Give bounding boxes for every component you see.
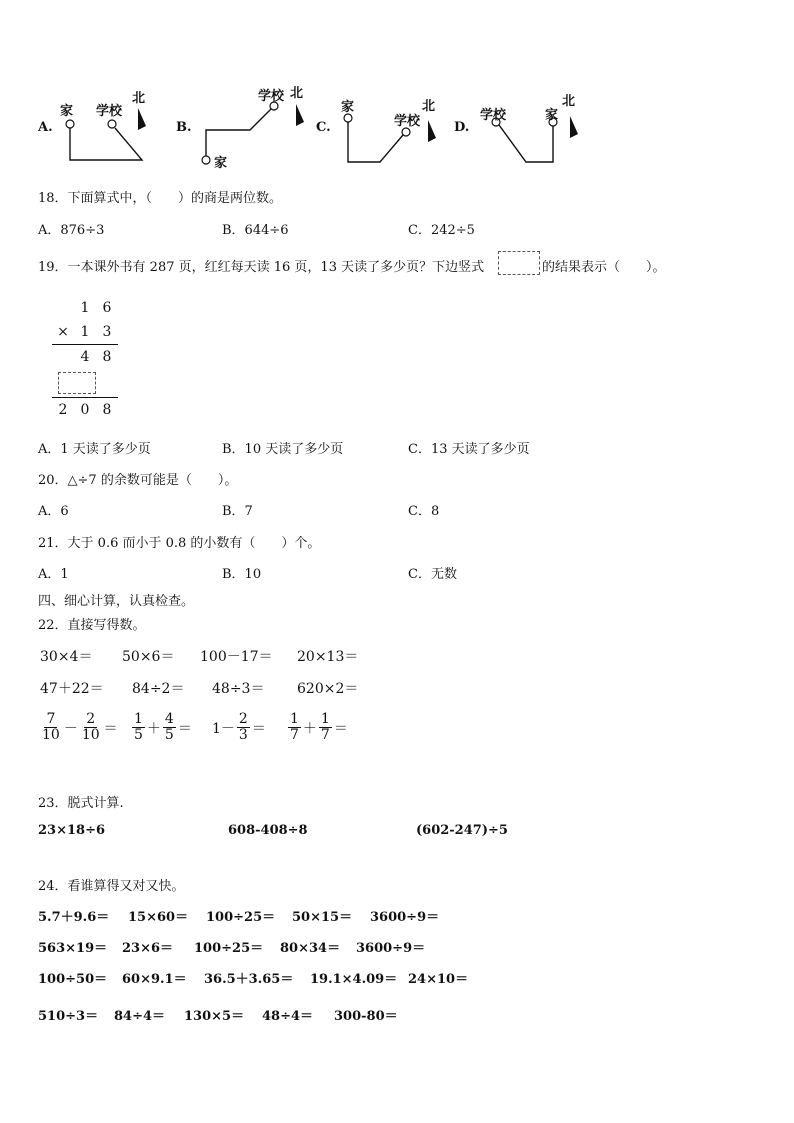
q22-row1-item: 100－17＝ (200, 649, 273, 665)
q24-row3-item: 24×10＝ (408, 972, 469, 987)
q23-stem: 23．脱式计算. (38, 796, 124, 811)
equals: ＝ (251, 720, 266, 737)
q24-row1-item: 3600÷9＝ (370, 910, 440, 925)
vertical-cell: 0 (80, 402, 90, 418)
q17-d-home-label: 家 (545, 108, 559, 123)
denominator: 7 (290, 727, 299, 744)
q19-option-a[interactable]: A．1 天读了多少页 (38, 442, 151, 457)
q18-option-a[interactable]: A．876÷3 (38, 223, 105, 238)
q19-stem-part2: 的结果表示（ ）。 (542, 260, 666, 275)
vertical-row-3 (52, 345, 118, 370)
operator: － (63, 720, 78, 737)
q17-d-home-point (549, 118, 557, 126)
numerator: 7 (46, 711, 56, 727)
q17-option-d-letter: D. (454, 120, 470, 135)
q19-inline-blank-box (498, 251, 540, 275)
vertical-cell: 6 (102, 300, 112, 316)
q22-fraction-expr-3 (212, 712, 266, 744)
q17-d-school-point (492, 118, 500, 126)
numerator: 2 (86, 711, 96, 727)
q17-b-home-label: 家 (214, 156, 228, 171)
q20-stem: 20．△÷7 的余数可能是（ ）。 (38, 473, 238, 488)
denominator: 5 (164, 727, 174, 744)
q22-row1-item: 50×6＝ (122, 649, 175, 665)
q17-b-home-point (202, 156, 210, 164)
denominator: 10 (42, 727, 60, 744)
q17-a-school-point (108, 120, 116, 128)
q24-row1-item: 100÷25＝ (206, 910, 276, 925)
q17-c-home-point (344, 114, 352, 122)
section-4-heading: 四、细心计算，认真检查。 (38, 594, 195, 609)
q22-row1-item: 30×4＝ (40, 649, 93, 665)
q17-d-north-arrow-icon (570, 116, 578, 138)
vertical-cell: × (57, 324, 69, 340)
q22-row2-item: 47＋22＝ (40, 681, 104, 697)
q22-row2-item: 48÷3＝ (212, 681, 265, 697)
q17-c-school-point (402, 128, 410, 136)
vertical-row-5 (52, 398, 118, 423)
q19-vertical-multiplication (52, 296, 118, 422)
vertical-cell: 2 (58, 402, 68, 418)
vertical-cell: 8 (102, 349, 112, 365)
q24-row4-item: 48÷4＝ (262, 1009, 314, 1024)
q19-option-c[interactable]: C．13 天读了多少页 (408, 442, 530, 457)
q17-a-route-line (70, 128, 142, 160)
q23-item-3: (602-247)÷5 (416, 823, 508, 838)
q24-row4-item: 300-80＝ (334, 1009, 398, 1024)
q24-row1-item: 15×60＝ (128, 910, 189, 925)
q17-b-north-label: 北 (290, 86, 304, 101)
q17-c-home-label: 家 (341, 100, 355, 115)
vertical-row-4 (52, 369, 118, 398)
operator: ＋ (146, 720, 161, 737)
q23-item-1: 23×18÷6 (38, 823, 106, 838)
q22-row2-item: 84÷2＝ (132, 681, 185, 697)
q22-row1-item: 20×13＝ (297, 649, 359, 665)
q20-option-a[interactable]: A．6 (38, 504, 69, 519)
numerator: 2 (238, 711, 248, 727)
q24-row2-item: 563×19＝ (38, 941, 108, 956)
numerator: 1 (134, 711, 143, 727)
q17-c-north-arrow-icon (428, 120, 436, 142)
q24-row4-item: 130×5＝ (184, 1009, 245, 1024)
q22-row2-item: 620×2＝ (297, 681, 359, 697)
q17-a-home-point (66, 120, 74, 128)
q24-row2-item: 3600÷9＝ (356, 941, 426, 956)
q21-option-b[interactable]: B．10 (222, 567, 262, 582)
q17-a-north-label: 北 (132, 91, 146, 106)
q21-option-c[interactable]: C．无数 (408, 567, 457, 582)
denominator: 10 (81, 727, 100, 744)
denominator: 5 (134, 727, 143, 744)
q22-fraction-expr-4 (288, 712, 348, 744)
operator: ＋ (302, 720, 317, 737)
q24-row2-item: 80×34＝ (280, 941, 341, 956)
q17-a-home-label: 家 (60, 104, 74, 119)
q17-option-b-letter: B. (176, 120, 192, 135)
vertical-row-1 (52, 296, 118, 320)
vertical-cell: 4 (80, 349, 90, 365)
q17-b-map-diagram (196, 92, 312, 168)
q24-row4-item: 84÷4＝ (114, 1009, 166, 1024)
vertical-cell: 1 (80, 324, 90, 340)
q17-c-school-label: 学校 (394, 114, 421, 129)
q20-option-b[interactable]: B．7 (222, 504, 253, 519)
q17-d-north-label: 北 (562, 94, 576, 109)
fraction (40, 712, 62, 744)
vertical-blank-cell (52, 369, 118, 398)
q17-c-route-line (348, 122, 403, 162)
vertical-cell (52, 296, 74, 320)
numerator: 4 (164, 711, 174, 727)
q24-row3-item: 100÷50＝ (38, 972, 108, 987)
equals: ＝ (177, 720, 192, 737)
vertical-cell: 8 (102, 402, 112, 418)
q22-stem: 22．直接写得数。 (38, 618, 146, 633)
q24-row3-item: 36.5＋3.65＝ (204, 972, 294, 987)
q24-row1-item: 50×15＝ (292, 910, 353, 925)
q17-a-map-diagram (60, 104, 160, 166)
q24-row2-item: 23×6＝ (122, 941, 174, 956)
whole-part: 1－ (212, 720, 235, 737)
vertical-cell: 3 (102, 324, 112, 340)
numerator: 1 (290, 711, 299, 727)
vertical-row-2 (52, 320, 118, 345)
q17-c-map-diagram (338, 110, 444, 168)
q17-d-map-diagram (486, 110, 586, 170)
fraction (132, 712, 145, 744)
q17-option-c-letter: C. (316, 120, 331, 135)
fraction (319, 712, 332, 744)
q22-fraction-expr-2 (132, 712, 192, 744)
q17-b-school-point (270, 102, 278, 110)
q17-c-north-label: 北 (422, 99, 436, 114)
q24-row3-item: 19.1×4.09＝ (310, 972, 398, 987)
q24-row1-item: 5.7＋9.6＝ (38, 910, 110, 925)
numerator: 1 (320, 711, 330, 727)
q18-stem: 18．下面算式中，（ ）的商是两位数。 (38, 191, 283, 206)
q18-option-b[interactable]: B．644÷6 (222, 223, 289, 238)
q19-vertical-blank-box (58, 372, 96, 394)
q17-a-school-label: 学校 (96, 104, 123, 119)
fraction (163, 712, 176, 744)
q18-option-c[interactable]: C．242÷5 (408, 223, 475, 238)
fraction (80, 712, 102, 744)
q17-b-north-arrow-icon (296, 104, 304, 126)
equals: ＝ (103, 720, 118, 737)
q17-option-a-letter: A. (38, 120, 53, 135)
q24-row2-item: 100÷25＝ (194, 941, 264, 956)
q17-d-route-line (499, 125, 553, 162)
fraction (237, 712, 250, 744)
equals: ＝ (333, 720, 348, 737)
q17-d-school-label: 学校 (480, 108, 507, 123)
q20-option-c[interactable]: C．8 (408, 504, 440, 519)
q24-row4-item: 510÷3＝ (38, 1009, 99, 1024)
fraction (288, 712, 301, 744)
denominator: 7 (320, 727, 330, 744)
q23-item-2: 608-408÷8 (228, 823, 308, 838)
q22-fraction-expr-1 (40, 712, 118, 744)
q17-b-school-label: 学校 (258, 89, 285, 104)
vertical-cell: 1 (80, 300, 90, 316)
q21-stem: 21．大于 0.6 而小于 0.8 的小数有（ ）个。 (38, 536, 321, 551)
q24-row3-item: 60×9.1＝ (122, 972, 187, 987)
q19-stem-part1: 19．一本课外书有 287 页，红红每天读 16 页，13 天读了多少页？下边竖式 (38, 260, 485, 275)
q21-option-a[interactable]: A．1 (38, 567, 69, 582)
q17-a-north-arrow-icon (138, 108, 146, 130)
denominator: 3 (238, 727, 248, 744)
q24-stem: 24．看谁算得又对又快。 (38, 879, 185, 894)
q19-option-b[interactable]: B．10 天读了多少页 (222, 442, 344, 457)
vertical-cell (52, 345, 74, 370)
q17-b-route-line (206, 109, 271, 156)
